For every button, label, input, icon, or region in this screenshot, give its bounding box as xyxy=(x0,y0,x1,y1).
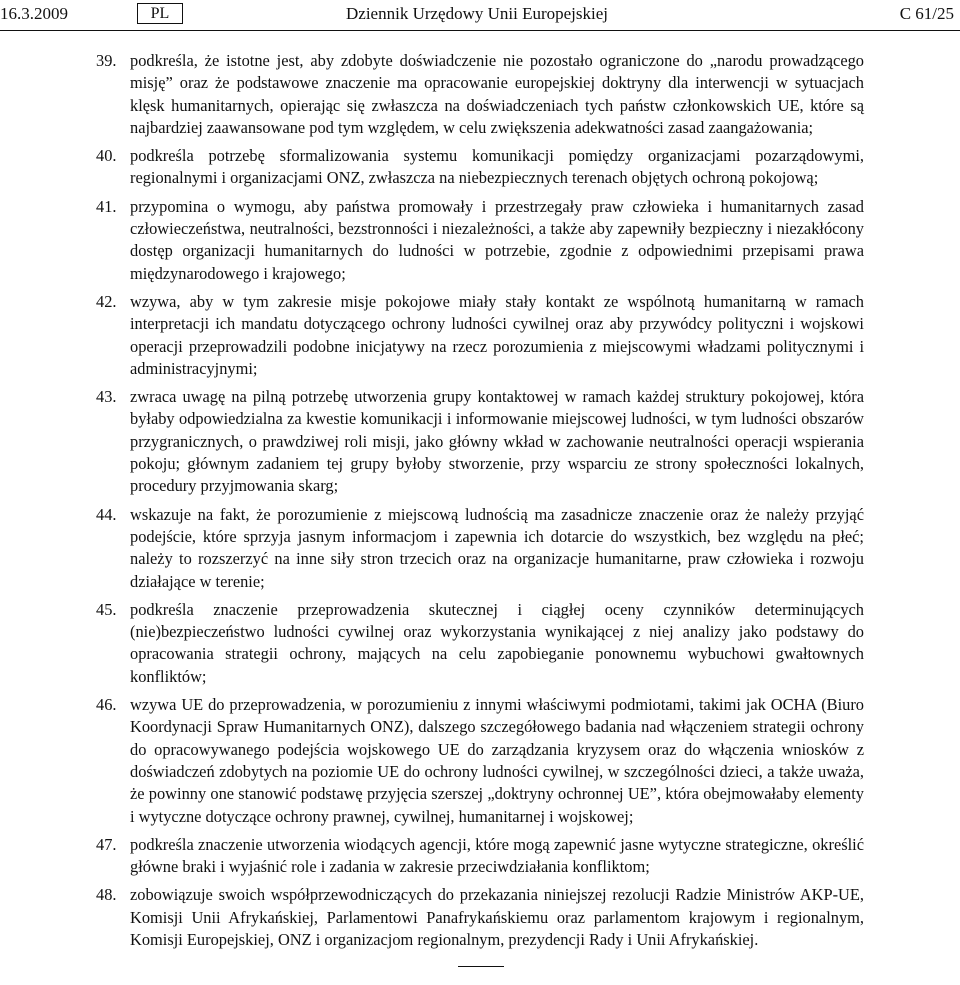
list-item xyxy=(96,599,864,688)
item-number: 39. xyxy=(96,51,117,70)
item-number: 45. xyxy=(96,599,117,619)
list-item xyxy=(96,196,864,285)
language-badge: PL xyxy=(137,3,183,24)
list-item xyxy=(96,386,864,497)
item-number: 42. xyxy=(96,291,117,311)
end-divider xyxy=(458,966,504,967)
item-number: 43. xyxy=(96,387,117,407)
resolution-items xyxy=(96,50,864,957)
item-number: 41. xyxy=(96,196,117,216)
item-number: 47. xyxy=(96,834,117,854)
item-text: przypomina o wymogu, aby państwa promowały i przestrzegały praw człowieka i humanitarnych zasad człowieczeństwa, neutralności, bezstronności i niezależności, a także aby zapewniły bezpieczny i niezakłócony dostęp organizacji humanitarnych do ludności w potrzebie, zgodnie z odpowiednimi przepisami prawa międzynarodowego i krajowego; xyxy=(130,196,864,283)
item-text: wzywa UE do przeprowadzenia, w porozumieniu z innymi właściwymi podmiotami, takimi jak OCHA (Biuro Koordynacji Spraw Humanitarnych ONZ), dalszego szczegółowego badania nad włączeniem strategii ochrony do opracowywanego podejścia wojskowego UE do zarządzania kryzysem oraz do włączenia wniosków z doświadczeń zdobytych na poziomie UE do ochrony ludności cywilnej, w szczególności dzieci, a także uważa, że powinny one stanowić podstawę przyjęcia szerszej „doktryny ochronnej UE”, która obejmowałaby elementy i wytyczne dotyczące ochrony prawnej, cywilnej, humanitarnej i wojskowej; xyxy=(130,695,864,826)
item-number: 40. xyxy=(96,146,117,166)
list-item xyxy=(96,291,864,380)
publication-date: 16.3.2009 xyxy=(0,4,68,23)
list-item xyxy=(96,834,864,879)
list-item xyxy=(96,145,864,190)
journal-title: Dziennik Urzędowy Unii Europejskiej xyxy=(346,4,609,23)
item-text: wskazuje na fakt, że porozumienie z miejscową ludnością ma zasadnicze znaczenie oraz że należy przyjąć podejście, które sprzyja jasnym informacjom i zapewnia ich dotarcie do wszystkich, bez względu na płeć; należy to rozszerzyć na inne siły stron trzecich oraz na organizacje humanitarne, praw człowieka i rozwoju działające w terenie; xyxy=(130,504,864,591)
item-text: podkreśla potrzebę sformalizowania systemu komunikacji pomiędzy organizacjami pozarządowymi, regionalnymi i organizacjami ONZ, zwłaszcza na niebezpiecznych terenach objętych ochroną pokojową; xyxy=(130,146,864,188)
header-divider xyxy=(0,30,960,31)
item-text: podkreśla, że istotne jest, aby zdobyte doświadczenie nie pozostało ograniczone do „narodu prowadzącego misję” oraz że podstawowe znaczenie ma opracowanie europejskiej doktryny dla interwencji w sytuacjach klęsk humanitarnych, opierając się zwłaszcza na doświadczeniach tych państw członkowskich UE, które są najbardziej zaawansowane pod tym względem, w celu zwiększenia adekwatności zasad zaangażowania; xyxy=(130,51,864,137)
page-reference: C 61/25 xyxy=(899,4,954,23)
page-header xyxy=(0,0,960,34)
item-text: podkreśla znaczenie utworzenia wiodących agencji, które mogą zapewnić jasne wytyczne strategiczne, określić główne braki i wyjaśnić role i zadania w zakresie przeciwdziałania konfliktom; xyxy=(130,834,864,877)
item-text: podkreśla znaczenie przeprowadzenia skutecznej i ciągłej oceny czynników determinujących (nie)bezpieczeństwo ludności cywilnej oraz wykorzystania wynikającej z niej analizy jako podstawy do opracowania strategii ochrony, mających na celu zapobieganie ponownemu wybuchowi gwałtownych konfliktów; xyxy=(130,599,864,686)
item-text: wzywa, aby w tym zakresie misje pokojowe miały stały kontakt ze wspólnotą humanitarną w ramach interpretacji ich mandatu dotyczącego ochrony ludności cywilnej oraz aby przywódcy polityczni i wojskowi operacji przeprowadzili podobne inicjatywy na rzecz porozumienia z miejscowymi władzami politycznymi i administracyjnymi; xyxy=(130,291,864,378)
list-item xyxy=(96,504,864,593)
item-number: 48. xyxy=(96,885,117,905)
list-item xyxy=(96,884,864,951)
item-text: zobowiązuje swoich współprzewodniczących do przekazania niniejszej rezolucji Radzie Ministrów AKP-UE, Komisji Unii Afrykańskiej, Parlamentowi Panafrykańskiemu oraz parlamentom krajowym i regionalnym, Komisji Europejskiej, ONZ i organizacjom regionalnym, prezydencji Rady i Unii Afrykańskiej. xyxy=(130,885,864,949)
list-item xyxy=(96,50,864,139)
item-text: zwraca uwagę na pilną potrzebę utworzenia grupy kontaktowej w ramach każdej struktury pokojowej, która byłaby odpowiedzialna za kwestie komunikacji i informowanie miejscowej ludności, w tym ludności obszarów przygranicznych, o prawdziwej roli misji, jako główny wkład w zachowanie neutralności operacji wspierania pokoju; głównym zadaniem tej grupy byłoby stworzenie, przy wsparciu ze strony społeczności lokalnych, procedury przyjmowania skarg; xyxy=(130,387,864,496)
item-number: 46. xyxy=(96,695,117,715)
item-number: 44. xyxy=(96,504,117,524)
list-item xyxy=(96,694,864,828)
